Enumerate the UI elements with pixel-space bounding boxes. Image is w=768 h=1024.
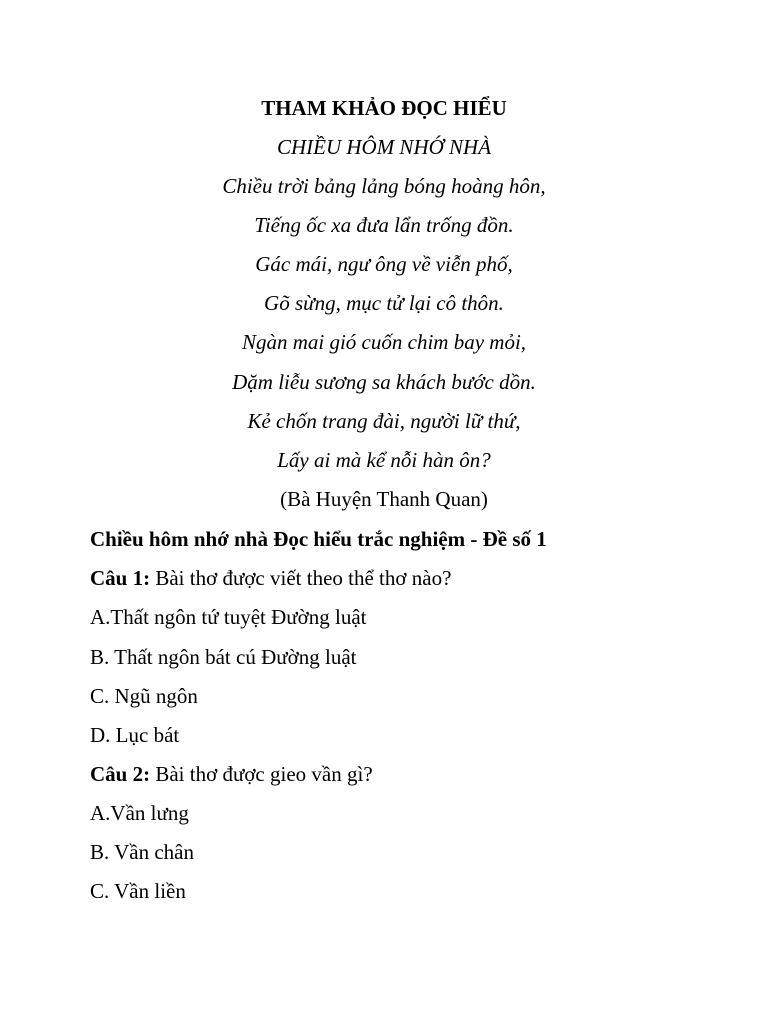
poem-line: Gõ sừng, mục tử lại cô thôn.	[264, 291, 504, 315]
question-2	[0, 760, 768, 788]
answer-option: D. Lục bát	[90, 723, 180, 747]
poem-line: Kẻ chốn trang đài, người lữ thứ,	[247, 409, 521, 433]
question-text: Bài thơ được gieo vần gì?	[150, 762, 373, 786]
question-label: Câu 2:	[90, 762, 151, 786]
question-text: Bài thơ được viết theo thể thơ nào?	[150, 566, 452, 590]
poem-title: CHIỀU HÔM NHỚ NHÀ	[276, 135, 492, 159]
poem-line: Chiều trời bảng lảng bóng hoàng hôn,	[222, 174, 546, 198]
poem-line: Dặm liễu sương sa khách bước dồn.	[232, 370, 536, 394]
poem-line: Ngàn mai gió cuốn chim bay mỏi,	[241, 330, 527, 354]
answer-option: C. Ngũ ngôn	[90, 684, 198, 708]
poem-line: Tiếng ốc xa đưa lẩn trống đồn.	[254, 213, 514, 237]
answer-option: A.Vần lưng	[90, 801, 189, 825]
section-title: Chiều hôm nhớ nhà Đọc hiểu trắc nghiệm - Đề số 1	[90, 527, 547, 551]
poem-line: Lấy ai mà kể nỗi hàn ôn?	[277, 448, 491, 472]
document-heading: THAM KHẢO ĐỌC HIỂU	[261, 96, 507, 120]
answer-option: C. Vần liền	[90, 879, 186, 903]
answer-option: B. Thất ngôn bát cú Đường luật	[90, 645, 357, 669]
question-label: Câu 1:	[90, 566, 151, 590]
question-1	[0, 564, 768, 592]
poem-author: (Bà Huyện Thanh Quan)	[280, 487, 488, 511]
poem-line: Gác mái, ngư ông về viễn phố,	[255, 252, 513, 276]
answer-option: B. Vần chân	[90, 840, 195, 864]
answer-option: A.Thất ngôn tứ tuyệt Đường luật	[90, 605, 367, 629]
